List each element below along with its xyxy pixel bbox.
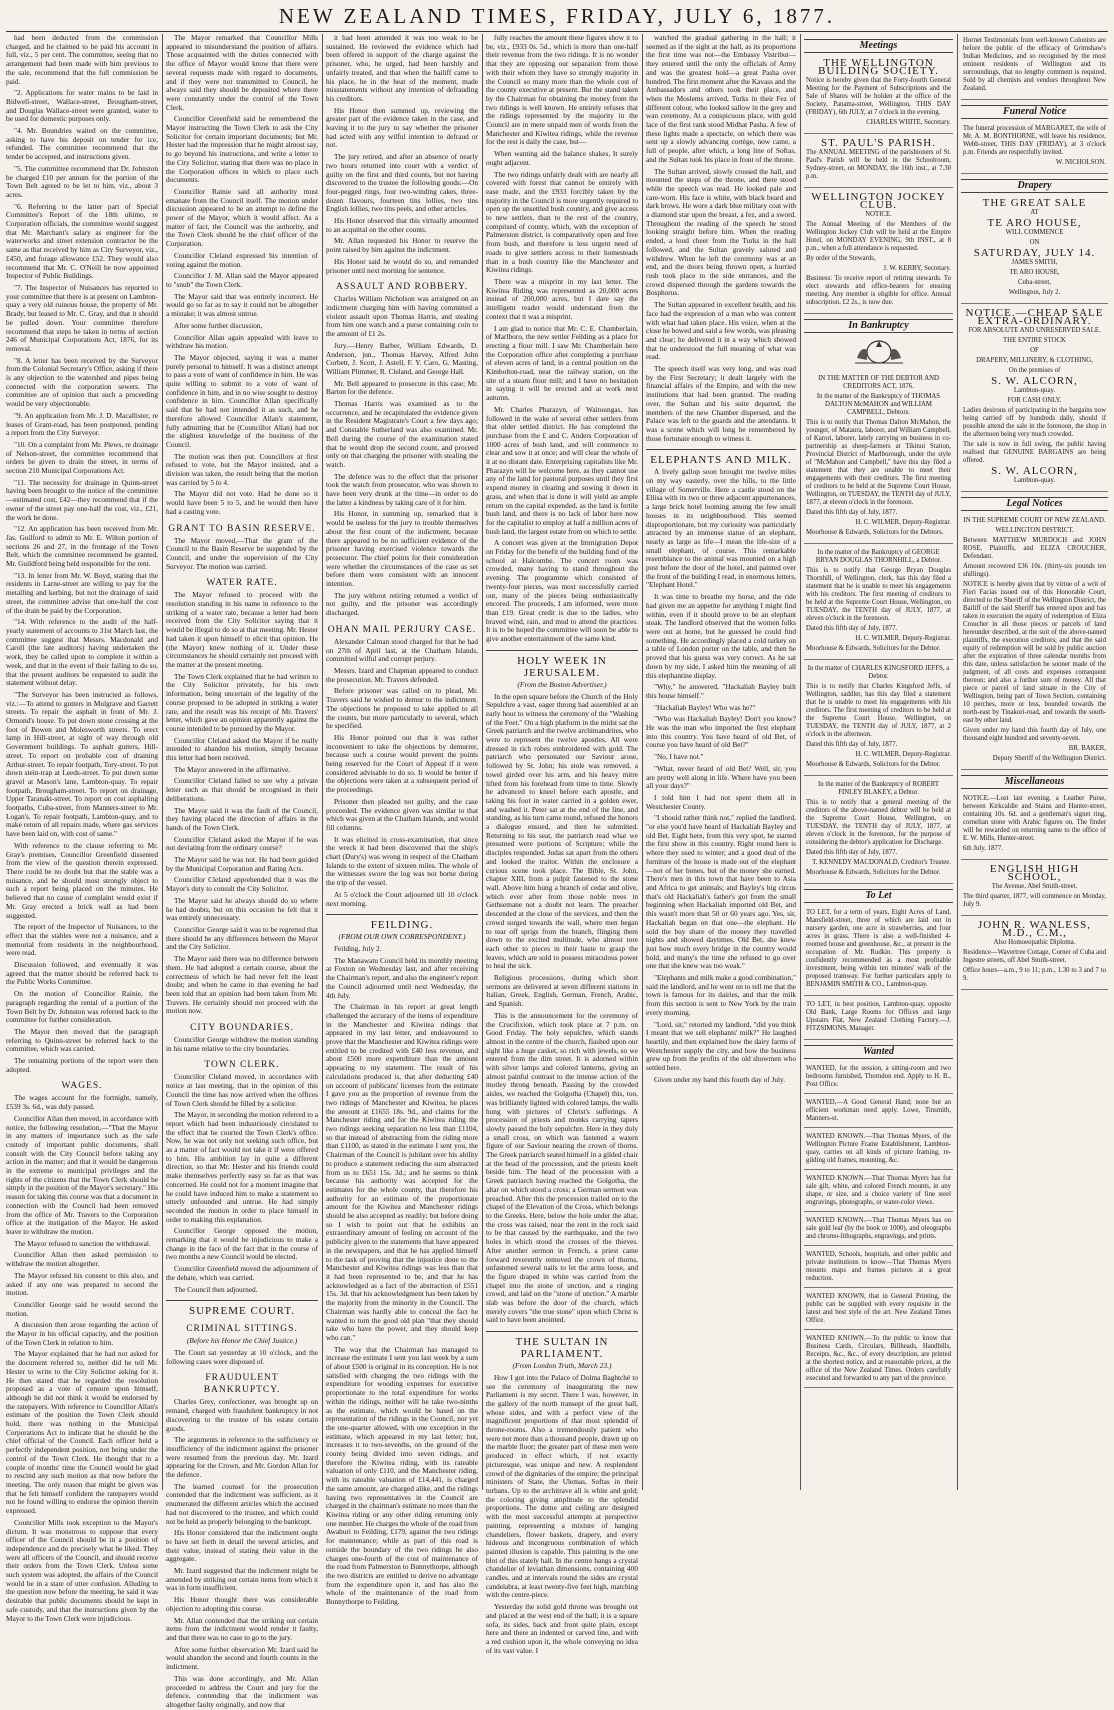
- ad-body: TO LET, in best position, Lambton-quay, opposite Old Bank, Large Rooms for Offices and large Upstairs Flat, New Zealand Clothing Factory.—J. FITZSIMONS, Manager.: [806, 1001, 951, 1032]
- sultan-sub: (From London Truth, March 23.): [512, 1361, 612, 1371]
- ad-line: TE ARO HOUSE,: [987, 217, 1082, 229]
- wanted-ad: WANTED KNOWN.—That Thomas Myers, of the Wellington Picture Frame Establishment, Lambton-quay, carries on all kinds of picture framing, re-gilding old frames, mounting, &c.: [804, 1130, 953, 1170]
- wanted-ad: WANTED, Schools, hospitals, and other public and private institutions to know—That Thomas Myers mounts maps and frames pictures at a great reduction.: [804, 1248, 953, 1288]
- paragraph: The Mayor remarked that Councillor Mills appeared to misunderstand the position of affairs. Those acquainted with the duties connected with the office of Mayor would know that there were several requests made with regard to documents, and if they were not transmitted to Council, he always said they should be deposited where there were constantly under the control of the Town Clerk.: [166, 33, 318, 112]
- paragraph: I am glad to notice that Mr. C. E. Chamberlain, of Marlboro, the new settler Feilding as a place for erecting a flour mill. I saw Mr. Chamberlain here the Corporation office after completing a purchase of eleven acres of land, in a central position on the Kimbolton-road, near the railway station, on the site of a steam flour mill; and I have no hesitation in saying it will be erected and at work next autumn.: [486, 323, 638, 403]
- ad-line: Also Homoeopathic Diploma.: [993, 939, 1076, 946]
- paragraph: Councillor Greenfield said he remembered the Mayor instructing the Town Clerk to ask the City Solicitor for certain important documents; but Mr. Hester had the impression that he might almost say, to go beyond his instructions, and write a letter to the City Solicitor, stating that there was no place in the Corporation offices in which to place such documents.: [166, 114, 318, 185]
- paragraph: Jury.—Henry Barber, William Edwards, D. Anderson, jun., Thomas Harvey, Alfred John Corbett, J. Scott, J. Astell, F. Y. Caro, G. Masting, William Plimmer, R. Cleland, and George Hall.: [326, 340, 478, 376]
- paragraph: Councillor Cleland moved, in accordance with notice at last meeting, that in the opinion of this Council the time has now arrived when the offices of Town Clerk should be filled by a solicitor.: [166, 1072, 318, 1108]
- funeral-notice: [961, 122, 1108, 174]
- ad-line: JAMES SMITH,: [1011, 259, 1058, 266]
- lost-notice: [961, 792, 1108, 860]
- paragraph: The Mayor said it was the fault of the Council, they having placed the direction of affairs in the hands of the Town Clerk.: [166, 805, 318, 832]
- feilding-sub: (FROM OUR OWN CORRESPONDENT.): [338, 932, 466, 942]
- paragraph: "8. A letter has been received by the Surveyor from the Colonial Secretary's Office, asking if there is any objection to the watershed and pipes being connected with the corporation sewers. The committee are of opinion that such a proceeding would be very objectionable.: [6, 355, 158, 409]
- paragraph: The jury without retiring returned a verdict of not guilty, and the prisoner was accordingly discharged.: [326, 590, 478, 618]
- paragraph: A discussion then arose regarding the action of the Mayor in his official capacity, and the position of the Town Clerk in relation to him.: [6, 1320, 158, 1347]
- wanted-ad: WANTED, for the session, a sitting-room and two bedrooms furnished, Thorndon end. Apply to H. B., Post Office.: [804, 1062, 953, 1094]
- paragraph: "11. The necessity for drainage in Quinn-street having been brought to the notice of the committee—estimated cost, £42—they recommend that if the owner of the street pay one-half the cost, viz., £21, the work be done.: [6, 477, 158, 522]
- paragraph: The arguments in reference to the sufficiency or insufficiency of the indictment against the prisoner were resumed from the previous day. Mr. Izard appearing for the Crown, and Mr. Gordon Allan for the defence.: [166, 1435, 318, 1480]
- ad-sub: NOTICE.: [865, 211, 892, 218]
- column-rule: [322, 34, 323, 1490]
- paragraph: Alexander Calman stood charged for that he had on 27th of April last, at the Chatham Islands, committed wilful and corrupt perjury.: [326, 636, 478, 664]
- paragraph: Councillor Allan again appealed with leave to withdraw his motion.: [166, 332, 318, 351]
- paragraph: "The Surveyor has been instructed as follows, viz.:—To attend to gutters in Mulgrave and Garrett streets. To repair the asphalt in front of Mr. J. Ormond's house. To put down stone crossing at the foot of Bowen and Molesworth streets. To erect lamp in Hill-street, at sight of way through old Government buildings. To asphalt gutters, Hill-street. To report on probable cost of draining Arthur-street. To repair footpath, Tory-street. To put down stein-trap at Leeds-street. To put down some gravel at Mason's lane, Lambton-quay. To repair footpath, Brougham-street. To report on drainage, Upper Taranaki-street. To report on cost asphalting footpaths, Cuba-street, from Manners-street to Mr. Logan's. To repair footpath, Lambton-quay, and to make return of all repairs made, where gas services have been laid on, with cost of same.": [6, 689, 158, 839]
- ad-testimonial: [961, 34, 1108, 100]
- notice-sign: H. C. WILMER, Deputy-Registrar.: [855, 635, 951, 642]
- paragraph: "6. Referring to the latter part of Special Committee's Report of the 18th ultimo, re Corporation officials, the committee would suggest that Mr. Marchant's salary as engineer for the waterworks and street extension contractor be the same as that received by him as City Surveyor, viz., £450, and forage allowance £52. They would also recommend that Mr. C. O'Neill be now appointed Inspector of Public Buildings.: [6, 201, 158, 281]
- paragraph: After some further discussion,: [174, 320, 263, 330]
- ad-to-let-1: [804, 906, 953, 996]
- heading-wages: WAGES.: [61, 1081, 103, 1092]
- paragraph: "What, never heard of old Bet? Well, sir, you are pretty well along in life. Where have you been all your days?": [646, 763, 796, 791]
- ad-line: Lambton-quay.: [1013, 387, 1056, 394]
- notice-sign: T. KENNEDY MACDONALD, Creditor's Trustee.: [812, 859, 951, 866]
- paragraph: "Who was Hackaliah Bayley! Don't you know? He was the man who imported the first elephant into this country. You have heard of old Bet, of course you have heard of old Bet?": [646, 714, 796, 750]
- paragraph: The Mayor explained that he had not asked for the document referred to, neither did he tell Mr. Hester to write to the City Solicitor asking for it. He then stated that he regarded the resolution proposed as a vote of censure upon himself, although he did not think it would be endorsed by the ratepayers. With reference to Councillor Allan's estimate of the position the Town Clerk should hold, there was nothing in the Municipal Corporations Act to indicate that he should be the chief official of the Council. Each officer held a perfectly independent position, not being under the control of the Town Clerk. He thought that in a couple of months' time the Council would be glad to rescind any such motion as that now before the meeting. The only reason that might be given was that he felt himself confident the ratepayers would not be found willing to endorse the opinion therein expressed.: [6, 1349, 158, 1516]
- ad-line: Lambton-quay.: [1013, 477, 1056, 484]
- ad-line: FOR CASH ONLY.: [1007, 397, 1062, 404]
- perjury-case-text: [326, 638, 478, 908]
- ad-body: The third quarter, 1877, will commence on Monday, July 9.: [963, 893, 1106, 908]
- paragraph: Messrs. Izard and Chapman appeared to conduct the prosecution. Mr. Travers defended.: [326, 666, 478, 684]
- paragraph: watched the gradual gathering in the hall; it seemed as if the sight at the hall, as its proportions the first time was not—the Embassy Vistribut—they entered until the only the officials of Army and was the greatest hold—a great Pasha over hundred. The first moment after the Kavass and the Ambassadors and others took their place, and when the Moslems arrived, Turks in their Fez of different colour, who looked sallow in the grey and wan ceremony. At a conspicuous place, with gold lace of the first rank stood Midhat Pasha. A few of these lights made a spectacle, on which there was sent up a slowly advancing cortège, now came, a full of people, after which, a long line of Softas, and the Sultan took his place in front of the throne.: [646, 33, 797, 164]
- ad-body: Ladies desirous of participating in the bargains now being carried off by hundreds daily, should if possible attend the sale in the forenoon, the shop in the afternoon being very much crowded.: [963, 407, 1106, 438]
- ad-line: FOR ABSOLUTE AND UNRESERVED SALE.: [968, 327, 1101, 334]
- heading-assault-robbery: ASSAULT AND ROBBERY.: [335, 282, 468, 293]
- town-clerk-text: [166, 1073, 318, 1294]
- notice-sign: Deputy Sheriff of the Wellington District.: [992, 755, 1106, 762]
- paragraph: The remaining portions of the report were then adopted.: [6, 1056, 158, 1074]
- heading-water-rate: WATER RATE.: [206, 578, 278, 589]
- court-intro: [166, 1349, 318, 1366]
- paragraph: "No, I have not.": [654, 752, 704, 762]
- paragraph: Councillor Allan then asked permission to withdraw the motion altogether.: [6, 1250, 158, 1269]
- council-report-part1: [6, 34, 158, 1074]
- ad-st-pauls: [804, 136, 953, 188]
- paragraph: This was done accordingly, and Mr. Allan proceeded to address the Court and jury for the defence, contending that the indictment was altogether faulty originally, and now that: [166, 1673, 318, 1709]
- paragraph: A lively gallop soon brought me twelve miles on my way easterly, over the hills, to the little village of Somerville. Here a castle stood on the Ellisa with its two or three adjacent appurtenances, a large brick hotel looming among the few small houses in its neighbourhood. This seemed disproportionate, but my curiosity was particularly attracted by an immense statue of an elephant, nearly as large as life—I mean the life-size of a small elephant, of course. This remarkable resemblance to the animal was mounted on a high post before the door of the hotel, and painted over the front of the building I read, in enormous letters, "Elephant Hotel.": [646, 467, 796, 590]
- notice-solicitors: Moorhouse & Edwards, Solicitors for the Debtor.: [806, 761, 941, 768]
- notice-date: Dated this fifth day of July, 1877.: [806, 741, 898, 748]
- notice-title: IN THE SUPREME COURT OF NEW ZEALAND.: [963, 517, 1106, 524]
- paragraph: When wanting aid the balance shakes, It surely ought adjacent.: [486, 149, 638, 167]
- paragraph: There was a misprint in my last letter. The Kiwitea Riding was represented as 20,000 acres instead of 200,000 acres, but I dare say the intelligent reader would understand from the context that it was a misprint.: [486, 276, 638, 321]
- paragraph: The Court sat yesterday at 10 o'clock, and the following cases were disposed of.: [166, 1348, 318, 1366]
- ad-line: TE ARO HOUSE,: [1009, 269, 1060, 276]
- masthead-title: NEW ZEALAND TIMES, FRIDAY, JULY 6, 1877.: [278, 4, 836, 28]
- notice-date: Dated this fifth day of July, 1877.: [806, 849, 898, 856]
- paragraph: The Chairman in his report at great length challenged the accuracy of the items of expenditure in the Manchester and Kiwitea ridings that appeared in my last letter, and endeavoured to prove that the Manchester and Kiwitea ridings were entitled to be credited with £40 less revenue, and about £500 more expenditure than the amount appearing to my statement. The result of his calculations produced is, that after deducting £40 on account of publicans' licenses from the estimate I gave you as the proportion of revenue from the two ridings of Manchester and Kiwitea, he places the amount at £1655 18s. 9d., and claims for the Manchester riding and for the Kiwitea riding the two ridings seeking separation no less than £1104, so that instead of abstracting from the riding more than £1100, as stated in the estimate I sent you, the Chairman of the Council is jubilant over his ability to produce a statement reducing the sum abstracted from us to £651 15s. 3d.; and he seems to think because his authority was accepted for the estimates for the whole county, that therefore his authority for an estimate of the proportionate amount for the Kiwitea and Manchester ridings should be also accepted as readily; but before doing so I wish to point out that he exhibits an extraordinary amount of feeling on account of the publicity given to the statements that have appeared in the newspapers, and that he has applied himself to the task of proving that the injustice done to the Manchester and Kiwitea ridings was less than that it had been represented to be, and that he has acknowledged as a fact of the abstraction of £551 15s. 3d. that his acknowledgment has been taken by the majority from the minority in the Council. The Chairman was hardly able to conceal the fact he wanted to turn the good old plan "that they should take who have the power, and they should keep who can.": [326, 1002, 478, 1342]
- paragraph: The way that the Chairman has managed to increase the estimate I sent you last week by a sum of about £500 is original in its conception. He is not satisfied with charging the two ridings with the expenditure for wooding expenses for executive proportionate to the total expenditure for works within the ridings, neither will he take two-ninths as the estimate, which would be based on the representation of the ridings in the Council, nor yet the one-quarter allowed, with one exception in the estimate, which appeared in my last letter; but, increases it to two-sevenths, on the ground of the county being divided into seven ridings, and therefore the Kiwitea riding, with its rateable valuation of only £110, and the Manchester riding, with its rateable valuation of £14,441, is charged the same amount, are charged alike, and the ridings having two representatives in the Council are charged in the chairman's estimate no more than the Kiwitea riding or any other riding returning only one member. He charges the whole of the road from Awahuri to Feilding, £179, against the two ridings for maintenance; while as part of this road is outside the boundary of the two ridings he also charges one-fourth of the cost of maintenance of the road from Palmerston to Bunnythorpe, although the two districts are entitled to derive no advantage from the expenditure upon it, and has also the whole of the maintenance of the road from Bunnythorpe to Feilding.: [326, 1344, 478, 1607]
- paragraph: "10. On a complaint from Mr. Plews, re drainage of Nelson-street, the committee recommend that orders be given to drain the street, in terms of section 210 Municipal Corporations Act.: [6, 439, 158, 476]
- ad-body: The ANNUAL MEETING of the parishioners of St. Paul's Parish will be held in the Schoolroom, Sydney-street, on MONDAY, the 16th inst., at 7.30 p.m.: [806, 149, 951, 180]
- paragraph: "4. Mr. Boundries waited on the committee, asking to have his deposit on tender for ice, refunded. The committee recommend that the tender be accepted, and instructions given.: [6, 126, 158, 162]
- basin-reserve-text: [166, 537, 318, 572]
- paragraph: Mr. Charles Pharazyn, of Waitoungas, has followed in the wake of several other settlers from that older settled district. He has completed the purchase from the £ and C. Anders Corporation of 1000 acres of bush land, and will commence to clear and sow it at once; and will clear the whole of it at no distant date. Enterprising capitalists like Mr. Pharazyn will be welcome here, as they cannot use any of the land for pastoral purposes until they first expend money in clearing and sowing it down in grass, and when that is done it will yield an ample return on the capital expended, as the land is fertile bush land, and there is no lack of labor here now for the capitalist to employ at half a million acres of bush land, the largest estate from on which to settle.: [486, 404, 638, 536]
- paragraph: Councillor Cleland failed to see why a private letter such as that should be recognised in their deliberations.: [166, 776, 318, 803]
- elephants-text: [646, 468, 796, 1084]
- wanted-ad: WANTED KNOWN, that in General Printing, the public can be supplied with every requisite in the latest and best style of the art. New Zealand Times Office.: [804, 1290, 953, 1330]
- ad-title: THE WELLINGTON BUILDING SOCIETY.: [818, 57, 939, 77]
- notice-title: IN THE MATTER OF THE DEBTOR AND CREDITORS ACT, 1876.: [818, 375, 939, 390]
- paragraph: The Mayor said he was not. He had been guided by the Municipal Corporation and Rating Acts.: [166, 855, 318, 873]
- ad-line: S. W. ALCORN,: [991, 465, 1078, 477]
- paragraph: Thomas Harris was examined as to the occurrence, and he recapitulated the evidence given in the Resident Magistrate's Court a few days ago; and Constable Sutherland was also examined. Mr. Bell during the course of the examination stated that he would drop the second count, and proceed only on that charging the prisoner with stealing the watch.: [326, 399, 478, 469]
- column-7: [961, 34, 1108, 1490]
- paragraph: His Honor said he would do so, and remanded prisoner until next morning for sentence.: [326, 256, 478, 275]
- ad-english-school: [961, 862, 1108, 916]
- notice-body: This is to notify that Charles Kingsford Jeffs, of Wellington, saddler, has this day filed a statement that he is unable to meet his engagements with his creditors. The first meeting of creditors to be held at the Supreme Court House, Wellington, on TUESDAY, the TENTH day of JULY, 1877, at 2 o'clock in the afternoon.: [806, 683, 951, 738]
- section-to-let: To Let: [804, 889, 953, 903]
- ad-body: Business: To receive report of retiring stewards. To elect stewards and office-bearers for ensuing meeting. Any member is eligible for office. Annual subscription, £2 2s., is now due.: [806, 275, 951, 306]
- paragraph: The defence was to the effect that the prisoner took the watch from prosecutor, who was shown to have been very drunk at the time—in order to do the latter a kindness by taking care of it for him.: [326, 471, 478, 507]
- ad-title: JOHN R. WANLESS, M.D., C.M.,: [978, 919, 1091, 939]
- paragraph: The Mayor moved,—That the grant of the Council to the Basin Reserve be suspended by the Council, and under the supervision of the City Surveyor. The motion was carried.: [166, 535, 318, 571]
- paragraph: Mr. Allan contended that the striking out certain items from the indictment would render it faulty, and that there was no case to go to the jury.: [166, 1615, 318, 1642]
- paragraph: Councillor George opposed the motion, remarking that it would be injudicious to make a change in the face of the fact that in the course of two months a new Council would be elected.: [166, 1226, 318, 1262]
- ad-body: The Annual Meeting of the Members of the Wellington Jockey Club will be held at the Empire Hotel, on MONDAY EVENING, 9th INST., at 8 p.m., when a full attendance is requested.: [806, 221, 951, 252]
- notice-body: This is to notify that a general meeting of the creditors of the above-named debtor will be held at the Supreme Court House, Wellington, on TUESDAY, the TENTH day of JULY, 1877, at eleven o'clock in the forenoon, for the purpose of considering the debtor's application for Discharge.: [806, 799, 951, 846]
- paragraph: I told him I had not spent them all in Westchester County.: [646, 792, 796, 811]
- notice-solicitors: Moorhouse & Edwards, Solicitors for the Debtors.: [806, 529, 944, 536]
- paragraph: The Mayor refused his consent to this also, and asked if any one was prepared to second the motion.: [6, 1270, 158, 1298]
- paragraph: The wages account for the fortnight, namely, £539 3s. 6d., was duly passed.: [6, 1093, 158, 1112]
- heading-holy-week: HOLY WEEK IN JERUSALEM.: [486, 650, 638, 679]
- heading-basin-reserve: GRANT TO BASIN RESERVE.: [168, 523, 316, 534]
- paragraph: A concert was given at the Immigration Depot on Friday for the benefit of the building fund of the school at Halcombe. The concert room was crowded, many having to stand throughout the evening. The programme which consisted of twenty-four pieces, was most successfully carried out, many of the pieces being enthusiastically encored. The proceeds, I am informed, were more than £19. Great credit is due to the ladies, who braved wind, rain, and mud to attend the practices. It is to be hoped the committee will soon be able to give another entertainment of the same kind.: [486, 538, 638, 644]
- sultan-text: [486, 1374, 638, 1656]
- ad-sign: CHARLES WHITE, Secretary.: [866, 119, 951, 126]
- notice-solicitors: Moorhouse & Edwards, Solicitors for the Debtor.: [806, 645, 941, 652]
- feilding-text: [326, 945, 478, 1607]
- ad-title: WELLINGTON JOCKEY CLUB.: [811, 191, 946, 211]
- ad-line: WILL COMMENCE: [1005, 229, 1064, 236]
- notice-body: This is to notify that Thomas Dalton McMahon, the younger, of Mataura, laborer, and William Campbell, of Karori, laborer, lately carrying on business in co-partnership as sheep-farmers at Tikinui Station, Provincial District of Marlborough, under the style of "McMahon and Campbell," have this day filed a statement that they are unable to meet their engagements with their creditors. The first meeting of creditors to be held at the Supreme Court House, Wellington, on TUESDAY, the TENTH day of JULY, 1877, at eleven o'clock in the forenoon.: [806, 419, 951, 506]
- ad-line: OF: [1030, 347, 1039, 354]
- paragraph: This is the announcement for the ceremony of the Crucifixion, which took place at 7 p.m. on Good Friday. The holy sepulchre, which stands almost in the centre of the church, flashed upon our sight like a huge casket, so rich with jewels, so we entered from the dim street. It is adorned within with silver lamps and colored lanterns, giving an almost painful contrast to the intense action of the motley throng beneath. Passing by the crowded aisles, we reached the Golgotha (Chapel) this, too, was brilliantly lighted with colored lamps, the walls hung with pictures of Christ's sufferings. A procession of priests and monks carrying tapers slowly passed the holy sepulchre. Here in they duly a small cross, on which was fastened a waxen figure of our Saviour nearing the crown of thorns. The Greek patriarch seated himself in a gilded chair at the head of the procession, and the priests knelt beside him. The head of the procession with a Greek patriarch having reached the Golgotha, the altar on which stood a cross; a German sermon was preached. After this the procession trailed on to the chapel of the Elevation of the Cross, which belongs to the Greeks. Here, below the hole under the altar, the cross was raised, near the rent in the rock said to be that caused by the earthquake, and the two holes in which stood the crosses of the thieves. After another sermon in French, a priest came forward reverently removed the crown of thorns, unfastened several nails to let the arms loose, and the figure draped in white was carried from the chapel into the stone of unction, and a ringing crowd, and laid on the "stone of unction." A marble slab was before the door of the church, which merely covers "the true stone" upon which Christ is said to have been anointed.: [486, 1010, 638, 1325]
- ad-line: ON: [1029, 239, 1040, 246]
- heading-criminal-sittings: CRIMINAL SITTINGS.: [186, 1324, 298, 1335]
- paragraph: Councillor Cleland asked the Mayor if he really intended to abandon his motion, simply because this letter had been received.: [166, 735, 318, 763]
- paragraph: Councillor Cleland apprehended that it was the Mayor's duty to consult the City Solicitor.: [166, 875, 318, 894]
- royal-crest-icon: [804, 336, 953, 369]
- notice-body: In the matter of the Bankruptcy of ROBERT FINLEY BLAKEY, a Debtor.: [818, 781, 939, 796]
- paragraph: The Mayor, in seconding the motion referred to a report which had been industriously circulated to the effect that he courted the Town Clerk's office. Now, he was not only not seeking such office, but as a matter of fact would not take it if were offered to him. His ambition lay in quite a different direction, so that Mr. Hester and his friends could make themselves perfectly easy so far as that was concerned. He could not for a moment imagine that he could have induced him to make a statement so utterly unfounded and untrue. He had simply seconded the motion in order to place himself in order to making this explanation.: [166, 1110, 318, 1224]
- paragraph: After some further observation Mr. Izard said he would abandon the second and fourth counts in the indictment.: [166, 1644, 318, 1672]
- ad-body: The sale is now in full swing, the public having realised that GENUINE BARGAINS are being offered.: [963, 441, 1106, 464]
- legal-notice: [961, 514, 1108, 770]
- holy-week-sub: (From the Boston Advertiser.): [517, 679, 607, 689]
- paragraph: The Town Clerk explained that he had written to the City Solicitor privately, for his own information, being uncertain of the legality of the course proposed to be adopted in striking a water rate, and the result was his receipt of Mr. Travers' letter, which gave an opinion apparently against the course intended to be pursued by the Mayor.: [166, 671, 318, 733]
- ad-sign: J. W. KERBY, Secretary.: [883, 265, 951, 272]
- ad-body: Office hours—a.m., 9 to 11; p.m., 1.30 to 3 and 7 to 9.: [963, 967, 1106, 982]
- ad-jockey-club: [804, 190, 953, 314]
- paragraph: Charles William Nicholson was arraigned on an indictment charging him with having committed a violent assault upon Thomas Harris, and stealing from him one watch and a purse containing coin to the amount of £1 2s.: [326, 294, 478, 339]
- notice-body: NOTICE.—Lost last evening, a Leather Purse, between Kirkcaldie and Stains and Hunter-street, containing 10s. 6d. and a gentleman's signet ring, cornelian stone with Arabic figures on. The finder will be rewarded on returning same to the office of E. W. Mills, Hunter-street.: [963, 795, 1106, 842]
- section-misc: Miscellaneous: [961, 775, 1108, 789]
- paragraph: On the motion of Councillor Rainie, the paragraph regarding the rental of a portion of the Town Belt by Dr. Johnston was referred back to the committee for further consideration.: [6, 989, 158, 1025]
- paragraph: "Why," he answered, "Hackaliah Bayley built this house himself.": [646, 682, 796, 700]
- paragraph: Councillor George said he would second the motion.: [6, 1299, 158, 1318]
- paragraph: The Mayor said he always should do so where he had doubts, but on this occasion he felt that it was entirely unnecessary.: [166, 895, 318, 923]
- column-6: [804, 34, 953, 1490]
- ad-line: The Avenue, Abel Smith-street.: [991, 883, 1078, 890]
- holy-week-text: [486, 693, 638, 1326]
- notice-body: In the matter of the Bankruptcy of GEORGE BRYAN DOUGLAS THORNHILL, a Debtor.: [815, 549, 942, 564]
- notice-sign: H. C. WILMER, Deputy-Registrar.: [855, 519, 951, 526]
- bankruptcy-notice-3: [804, 662, 953, 776]
- paragraph: Councillor J. M. Allan said the Mayor appeared to "snub" the Town Clerk.: [166, 271, 318, 289]
- bankruptcy-notice-4: [804, 778, 953, 884]
- column-rule: [162, 34, 163, 1490]
- paragraph: Mr. Izard suggested that the indictment might be amended by striking out certain items from which it was in form insufficient.: [166, 1566, 318, 1593]
- paragraph: Councillor Allan then moved, in accordance with notice, the following resolution,—"That the Mayor in any matters of importance such as the safe custody of important public documents, shall consult with the City Council before taking any action in the matter; and that it would be dangerous in the extreme to municipal privileges and the rights of the citizens that the Town Clerk should be simply in the position of the Mayor's secretary." His reason for taking this course was that a document in connection with the Council had been removed from the office of Mr. Travers to the Corporation office at the instigation of the Mayor. He asked leave to withdraw the motion.: [6, 1113, 158, 1236]
- wanted-ad: WANTED KNOWN.—To the public to know that Business Cards, Circulars, Billheads, Handbills, Receipts, &c., &c., of every description, are printed at the shortest notice, and at reasonable prices, at the office of the New Zealand Times. Orders carefully executed and forwarded to any part of the province.: [804, 1332, 953, 1388]
- paragraph: "2. Applications for water mains to be laid in Bidwell-street, Wallace-street, Brougham-street, and Douglas Wallace-street were granted, water to be used for domestic purposes only.: [6, 88, 158, 124]
- paragraph: "Lord, sir," retorted my landlord, "did you think I meant that we sell elephants' milk?" He laughed heartily, and then explained how the dairy farms of Westchester supply the city, and how the business grew up from the profits of the old showmen who settled here.: [646, 1019, 796, 1073]
- paragraph: His Honor observed that this virtually amounted to an acquittal on the other counts.: [326, 216, 478, 234]
- sultan-continued: [646, 34, 796, 443]
- paragraph: it had been amended it was too weak to be sustained. He reviewed the evidence which had been offered in support of the charge against the prisoner, who, he urged, had been harshly and unfairly treated, and that when the bailiff came to his place, he in the heat of the moment, made misstatements without any intention of defrauding his creditors.: [326, 33, 478, 103]
- column-2: [166, 33, 318, 1709]
- heading-perjury-case: OHAN MAIL PERJURY CASE.: [327, 624, 477, 635]
- bankruptcy-case-text: [166, 1398, 318, 1709]
- notice-date: Dated this fifth day of July, 1877.: [806, 509, 898, 516]
- paragraph: "12. An application has been received from Mr. Jas. Guilford to admit to Mr. E. Wilton portion of sections 26 and 27, in the frontage of the Town Belt, which the committee recommend be granted, Mr. Guildford being held responsible for the rent.: [6, 524, 158, 569]
- notice-body: The funeral procession of MARGARET, the wife of Mr. A. M. BONTHORNE, will leave his residence, Webb-street, THIS DAY (FRIDAY), at 3 o'clock p.m. Friends are respectfully invited.: [963, 125, 1106, 156]
- notice-title: WELLINGTON DISTRICT.: [995, 527, 1074, 534]
- section-meetings: Meetings: [804, 39, 953, 53]
- paragraph: "Hackaliah Bayley! Who was he?": [654, 702, 756, 712]
- paragraph: "13. In letter from Mr. W. Boyd, stating that the residents in Larne-street are willing to pay for the metalling and kerbing, but not the drainage of said street, the committee advise that one-half the cost of the drain be paid by the Corporation.: [6, 570, 158, 615]
- paragraph: The Mayor said that was entirely incorrect. He would go so far as to say it could not be altogether a mistake; it was almost untrue.: [166, 291, 318, 319]
- paragraph: With reference to the clause referring to Mr. Gray's premises, Councillor Greenfield dissented from the view of the question therein expressed. There could be no doubt but that the stable was a nuisance, and he should most strongly object to such a report being placed on the minutes. He believed that no cause of complaint would exist if Mr. Gray erected a brick wall as had been suggested.: [6, 840, 158, 920]
- paragraph: Discussion followed, and eventually it was agreed that the matter should be referred back to the Public Works Committee.: [6, 960, 158, 987]
- column-rule: [642, 34, 643, 1490]
- section-bankruptcy: In Bankruptcy: [804, 319, 953, 333]
- ad-body: Hornet Testimonials from well-known Colonists are before the public of the efficacy of Grimshaw's Indian Medicines, and so recognised by the most eminent residents of Wellington and its surroundings, that no lengthy comment is required. Sold by all chemists and vendors throughout New Zealand.: [963, 37, 1106, 92]
- city-boundaries-text: [166, 1036, 318, 1053]
- paragraph: "5. The committee recommend that Dr. Johnston be charged £10 per annum for the portion of the Town Belt agreed to be let to him, viz., about 3 acres.: [6, 163, 158, 199]
- paragraph: Feilding, July 2.: [334, 943, 382, 953]
- paragraph: Before prisoner was called on to plead, Mr. Travers said he wished to demur to the indictment. The objections he proposed to take applied to all the counts, but more particularly to several, which he specified.: [326, 686, 478, 731]
- heading-town-clerk: TOWN CLERK.: [204, 1060, 280, 1071]
- paragraph: "7. The Inspector of Nuisances has reported to your committee that there is at present on Lambton-quay a very old ruinous house, the property of Mr. Brady, but leased to Mr. C. Gray, and that it should be pulled down. Your committee therefore recommend that steps be taken in terms of section 246 of Municipal Corporations Act, 1876, for its removal.: [6, 282, 158, 353]
- notice-sign: H. C. WILMER, Deputy-Registrar.: [855, 751, 951, 758]
- council-report-part2: [6, 1094, 158, 1623]
- column-rule: [957, 34, 958, 1490]
- paragraph: The Mayor objected, saying it was a matter purely personal to himself. It was a distinct attempt to pass a vote of want of confidence in him. He was quite willing to submit to a vote of want of confidence in him, and in no wise sought to destroy confidence in him. Councillor Allan specifically said that he had not intended it as such, and he therefore allowed Councillor Allan's statement, fully admitting that he (Councillor Allan) had not the slightest knowledge of the business of the Council.: [166, 352, 318, 449]
- paragraph: The jury retired, and after an absence of nearly two hours returned into court with a verdict of guilty on the first and third counts, but not having discovered to the trustee the following goods:—On four-pegged rings, four two-winding cakes, three-dozen flavours, fourteen tins lollies, two tins English lollies, two tins peels, and other articles.: [326, 152, 478, 214]
- wanted-list: [804, 1062, 953, 1388]
- paragraph: Councillor George withdrew the motion standing in his name relative to the city boundaries.: [166, 1035, 318, 1053]
- paragraph: At 5 o'clock the Court adjourned till 10 o'clock next morning.: [326, 889, 478, 908]
- paragraph: The learned counsel for the prosecution contended that the indictment was sufficient, as it enumerated the different articles which the accused had not discovered to the trustee, and which could not be held as properly belonging to the bankrupt.: [166, 1481, 318, 1526]
- ad-line: On the premises of: [1008, 367, 1061, 374]
- ad-body: Notice is hereby given that the Forty-fourth General Meeting for the Payment of Subscriptions and the Sale of Shares will be holden at the office of the Society, Panama-street, Wellington, THIS DAY (FRIDAY), 6th JULY, at 7 o'clock in the evening.: [806, 77, 951, 116]
- column-5: [646, 34, 796, 1490]
- paragraph: How I got into the Palace of Dolma Baghtché to see the ceremony of inaugurating the new Parliament is my secret. There I was, however, in the gallery of the north transept of the great hall, whose sides, and with a perfect view of the magnificent proportions of that most splendid of throne-rooms. Also a tremendously patient who were not more than a thousand people, drawn up on the marble floor; the greater part of these men were produced in effect which, if not exactly picturesque, was unique and new. A resplendent crowd of the dignitaries of the empire; the principal ministers of State, the Ulemas, Softas in their turbans. Up to the architrave all is white and gold; the coloring giving amplitude to the splendid proportions. The dome and ceiling are designed with the most successful attempts at perspective painting, representing a mixture of hanging chandeliers, flower baskets, drapery, and every hideous and incongruous combination of which painted illusion is capable. This painting is the one blot of this stately hall. In the centre hangs a crystal chandelier of leviathan dimensions, containing 400 candles, and at intervals round the sides are crystal candelabra, at least twenty-five feet high, matching with the centre-piece.: [486, 1372, 638, 1600]
- ad-title: ST. PAUL'S PARISH.: [821, 137, 936, 149]
- notice-body: This is to notify that George Bryan Douglas Thornhill, of Wellington, clerk, has this day filed a statement that he is unable to meet his engagements with his creditors. The first meeting of creditors to be held at the Supreme Court House, Wellington, on TUESDAY, the TENTH day of JULY, 1877, at eleven o'clock in the forenoon.: [806, 567, 951, 622]
- notice-sign: BR. BAKER,: [1068, 745, 1106, 752]
- feilding-continued: [486, 34, 638, 644]
- paragraph: In the open square before the Church of the Holy Sepulchre a vast, eager throng had assembled at an early hour to witness the ceremony of the "Washing of the Feet." On a high platform in the midst sat the Greek patriarch and the twelve archimandrites, who were to represent the twelve apostles. All were dressed in rich robes embroidered with gold. The patriarch who personated our Saviour arose, followed by St. John; his stole was removed, a towel girded over his arm, and his heavy mitre lifted from his forehead from time to time. Slowly he advanced to kneel before each apostle, and taking his foot in water carried in a golden ewer, and washed it. Peter sat at the end of the line, and standing, as his turn came round, refused the honors a dialogue ensued, and then he submitted. Returning to his seat, the patriarch read what we presumed were portions of Scripture; while the disciples responded. Judas sat apart from the others and looked the traitor. Within the enclosure a curious scene took place. The Bible, St. John, chapter XIII, from a pulpit fastened to the stone wall. Above him hung a branch of cedar and olive, which ever after from those noble trees in Gethsemane not a doubt not learn. The preacher descended at the close of the services, and then the crowd surged towards the wall, where men began to tear off sprigs from the branch, flinging them down to the excited multitude, who almost tore each other to pieces in their haste to grasp the leaves, which are sold to possess miraculous power to heal the sick.: [486, 691, 638, 971]
- ad-body: By order of the Stewards,: [806, 255, 876, 262]
- paragraph: Yesterday the solid gold throne was brought out and placed at the west end of the hall; it is a square sofa, its sides, back and front quite plain, except here and there an indented or carved line, and with a red cushion upon it, the whole conveying no idea of its vast value. I: [486, 1602, 638, 1655]
- paragraph: His Honor pointed out that it was rather inconvenient to take the objections by demurrer, because such a course would prevent the points being reserved for the Court of Appeal if it were considered advisable to do so. It would be better if the objections were taken at a subsequent period of the proceedings.: [326, 732, 478, 795]
- paragraph: "I should rather think not," replied the landlord, "or else you'd have heard of Hackaliah Bayley and old Bet. Eight here, from this very spot, he started the first show in this country. Right round here is where they used to winter; and a good deal of the furniture of the house is made out of the elephant—not of her bones, but of the money she earned. There's men in this town that have been to Asia and Africa to get animals; and Bayley's big circus that's old Hackaliah's father's got from the small beginning when Hackaliah imported old Bet, and this wasn't more than 50 or 60 years ago. Yes, sir, Hackaliah began on that one—the elephant. He sold the buy share of the money they travelled nights and showed daytimes. Old Bet, she knew just how much every bridge in the country would hold, and many's the time she refused to go over one that she knew was too weak.": [646, 813, 796, 971]
- paragraph: "Elephants and milk make a good combination," said the landlord, and he went on to tell me that the town is famous for its dairies, and that the milk from this section is sent to New York by the train every morning.: [646, 973, 796, 1017]
- section-wanted: Wanted: [804, 1045, 953, 1059]
- paragraph: His Honor then summed up, reviewing the greater part of the evidence taken in the case, and leaving it to the jury to say whether the prisoner had acted with any wilful intention to defraud or not.: [326, 105, 478, 150]
- notice-sign: W. NICHOLSON.: [1055, 159, 1106, 166]
- ad-title: ENGLISH HIGH SCHOOL,: [989, 863, 1080, 883]
- section-funeral: Funeral Notice: [961, 105, 1108, 119]
- paragraph: The motion was then put. Councillors at first refused to vote, but the Mayor insisted, and a division was taken, the result being that the motion was carried by 5 to 4.: [166, 451, 318, 487]
- assault-robbery-text: [326, 295, 478, 618]
- paragraph: The two ridings unfairly dealt with are nearly all covered with forest that cannot be entirely with ease made, and the £933 forcibly taken by the majority in the Council is more urgently required to open up the unsettled bush country, and give access to new settlers, than to the rest of the country, comprised of county, which, with the exception of Palmerston district, is comparatively open and free from bush, and therefore is less urgent need of roads to give settlers access to their homesteads than in a bush country like the Manchester and Kiwitea ridings.: [486, 169, 638, 275]
- ad-line: THE ENTIRE STOCK: [1003, 337, 1066, 344]
- ad-building-society: [804, 56, 953, 134]
- ad-title: NOTICE.—CHEAP SALE EXTRA-ORDINARY.: [965, 307, 1104, 327]
- column-4: [486, 33, 638, 1655]
- paragraph: Councillor Rainie said all authority must emanate from the Council itself. The motion under discussion appeared to be an attempt to define the power of the Mayor, which it would affect. As a matter of fact, the Council was the authority, and the Town Clerk should be the chief officer of the Corporation.: [166, 186, 318, 249]
- paragraph: Charles Grey, confectioner, was brought up on remand, charged with fraudulent bankruptcy in not discovering to the trustee of his estate certain goods.: [166, 1397, 318, 1433]
- section-drapery: Drapery: [961, 179, 1108, 193]
- council-debate: [166, 34, 318, 517]
- paragraph: His Honor, in summing up, remarked that it would be useless for the jury to trouble themselves about the first count of the indictment, because there appeared to be no sufficient evidence of the prisoner having exercised violence towards the prosecutor. The chief points for their consideration were whether the circumstances of the case as set before them were consistent with an innocent intention.: [326, 509, 478, 589]
- notice-body: Between MATTHEW MURDOCH and JOHN ROSE, Plaintiffs, and ELIZA CROUCHER, Defendant.: [963, 537, 1106, 560]
- heading-city-boundaries: CITY BOUNDARIES.: [190, 1023, 294, 1034]
- ad-line: SATURDAY, JULY 14.: [973, 247, 1096, 259]
- ad-line: Cuba-street,: [1017, 279, 1052, 286]
- paragraph: fully reaches the amount these figures show it to be, viz., £933 0s. 5d., which is more than one-half their revenue from the two ridings. It is no wonder that they are opposing our separation from those with their whom they have so strongly majority in the Council so many more than the whole cost of the county executive at present. But the stand taken by the Chairman for obtaining the money from the two ridings is well known. He entirely refuses that the ridings represented by the majority in the Council are in mere unpaid men of words from the Manchester and Kiwitea ridings, while the revenue for the rest is daily the case, but—: [486, 33, 638, 147]
- paragraph: "14. With reference to the audit of the half-yearly statement of accounts to 31st March last, the committee suggest that Messrs. Macdonald and Caroll (the late auditors) having undertaken the work, they be called upon to complete it within a week, and that in the event of their failing to do so, that the present auditors be requested to audit the statement without delay.: [6, 617, 158, 688]
- column-rule: [482, 34, 483, 1490]
- ad-title: THE GREAT SALE: [982, 197, 1087, 209]
- notice-date: Given under my hand this fourth day of July, one thousand eight hundred and seventy-seven.: [963, 727, 1106, 742]
- paragraph: Religious processions, during which short sermons are delivered at seven different stations in Italian, Greek, English, German, French, Arabic, and Spanish.: [486, 973, 638, 1009]
- ad-doctor: [961, 918, 1108, 990]
- ad-great-sale: [961, 196, 1108, 304]
- paragraph: The Council then adjourned.: [174, 1284, 258, 1294]
- notice-body: NOTICE is hereby given that by virtue of a writ of Fieri Facias issued out of this Honorable Court, directed to the Sheriff of the Wellington District, the Bailiff of the said Sheriff has entered upon and has taken in execution the equity of redemption of Eliza Croucher in all those pieces or parcels of land hereunder described, at the suit of the above-named plaintiffs, the execution creditors; and that the said equity of redemption will be sold by public auction after the expiration of three calendar months from this date, unless satisfaction be sooner made of the judgment, of all costs and expenses consequent thereon; and also a further sum of money. All that piece or parcel of land situate in the City of Wellington, being part of Town Section, containing 10 perches, more or less, bounded towards the north-east by Tinakori-road, and towards the south-east by other land.: [963, 581, 1106, 724]
- wanted-ad: WANTED KNOWN.—That Thomas Myers has on sale gold leaf (by the book or 1000), and oleographs and chromo-lithographs, engravings, and prints.: [804, 1214, 953, 1246]
- paragraph: Councillor Mills took exception to the Mayor's dictum. It was monstrous to suppose that every officer of the Council should be in a position of independence and do precisely what he liked. They were all officers of the Council, and should receive their orders from the Town Clerk. Unless some such system was adopted, the affairs of the Council would be in a state of utter confusion. Alluding to the question now before the meeting, he said it was desirable that public documents should be kept in safe custody, and that the instructions given by the Mayor to the Town Clerk were injudicious.: [6, 1517, 158, 1623]
- paragraph: The Sultan arrived, slowly crossed the hall, and mounted the steps of the throne, and there stood while the speech was read. He looked pale and care-worn. His face is white, with black beard and dark brows. He wore a dark blue military coat with a diamond star upon the breast, a fez, and a sword. Throughout the reading of the speech he stood looking straight before him. When the reading ended, a loud cheer from the Turks in the hall followed, and the Sultan gravely saluted and withdrew. When he left the ceremony was at an end, and the doors being thrown open, a hurried rush took place to the side entrances, and the crowd dispersed through the gardens towards the Bosphorus.: [646, 166, 796, 298]
- paragraph: The Mayor then moved that the paragraph referring to Quinn-street be referred back to the committee, which was carried.: [6, 1026, 158, 1054]
- paragraph: Mr. Bell appeared to prosecute in this case; Mr. Barton for the defence.: [326, 378, 478, 397]
- wanted-ad: WANTED KNOWN.—That Thomas Myers has for sale gilt, white, and colored French mounts, in any shape, or size, and a choice variety of fine steel engravings, photographs, or water-color views.: [804, 1172, 953, 1212]
- notice-body: In the matter of the Bankruptcy of THOMAS DALTON McMAHON and WILLIAM CAMPBELL, Debtors.: [816, 393, 941, 416]
- heading-bankruptcy-case: FRAUDULENT BANKRUPTCY.: [203, 1373, 281, 1396]
- ad-line: S. W. ALCORN,: [991, 375, 1078, 387]
- heading-supreme-court: SUPREME COURT.: [166, 1300, 318, 1317]
- wanted-ad: WANTED,—A Good General Hand; none but an efficient workman need apply. Lowe, Tinsmith, Manners-st.: [804, 1096, 953, 1128]
- ad-to-let-2: [804, 998, 953, 1040]
- paragraph: Mr. Allan requested his Honor to reserve the point raised by him against the indictment.: [326, 236, 478, 255]
- ad-body: Residence—Wavertree Cottage, Corner of Cuba and Ingestre streets, off Abel Smith-street.: [963, 949, 1106, 964]
- paragraph: The report of the Inspector of Nuisances, to the effect that the stables were not a nuisance, and a memorial from residents in the neighbourhood, were read.: [6, 922, 158, 958]
- paragraph: The speech itself was very long, and was read by the First Secretary; it dealt largely with the financial affairs of the Empire, and with the new institutions that had been granted. The reading over, the Sultan and his suite departed, the members of the new Chamber dispersed, and the Palace was left to the guards and the attendants. It was a scene which will long be remembered by those fortunate enough to witness it.: [646, 364, 796, 443]
- paragraph: The Mayor refused to proceed with the resolution standing in his name in reference to the striking of a water rate, because a letter had been received from the City Solicitor saying that it would be illegal to do so at that meeting. Mr. Hester had taken it upon himself to elicit that opinion. He (the Mayor) knew nothing of it. Under these circumstances he should certainly not proceed with the matter at the present meeting.: [166, 590, 318, 669]
- section-legal: Legal Notices: [961, 497, 1108, 511]
- paragraph: Councillor George said it was to be regretted that there should be any differences between the Mayor and the City Solicitor.: [166, 924, 318, 952]
- paragraph: The Mayor did not vote. Had he done so it would have been 5 to 5, and he would then have had a casting vote.: [166, 489, 318, 516]
- heading-sultan: THE SULTAN IN PARLIAMENT.: [486, 1331, 638, 1360]
- bankruptcy-notice-2: [804, 546, 953, 660]
- masthead-rule: [6, 31, 1108, 32]
- paragraph: The Manawatu Council held its monthly meeting at Foxton on Wednesday last, and after receiving the Chairman's report, and also the engineer's report the Council adjourned until next Wednesday, the 4th July.: [326, 955, 478, 1000]
- paragraph: Prisoner then pleaded not guilty, and the case proceeded. The evidence given was similar to that which was given at the Chatham Islands, and would fill columns.: [326, 796, 478, 832]
- notice-date: 6th July, 1877.: [963, 845, 1003, 852]
- notice-body: In the matter of CHARLES KINGSFORD JEFFS, a Debtor.: [807, 665, 950, 680]
- notice-date: Dated this fifth day of July, 1877.: [806, 625, 898, 632]
- paragraph: The Mayor answered in the affirmative.: [174, 764, 291, 774]
- paragraph: "9. An application from Mr. J. D. Macallister, re leases of Grant-road, has been postponed, pending a report from the City Surveyor.: [6, 410, 158, 438]
- ad-line: AT: [1030, 209, 1039, 216]
- column-3: [326, 33, 478, 1607]
- column-rule: [800, 34, 801, 1490]
- notice-solicitors: Moorhouse & Edwards, Solicitors for the Debtor.: [806, 869, 941, 876]
- court-continued: [326, 34, 478, 275]
- paragraph: had been deducted from the commission charged, and he claimed to be paid his account in full, viz., 5 per cent. The committee, seeing that no arrangement had been made with him previous to the sale, recommend that the full commission be paid.: [6, 33, 158, 86]
- paragraph: The Mayor said there was no difference between them. He had adopted a certain course, about the correctness of which he had never felt the least doubt; and when he came in that evening he had been told that an opinion had been taken from Mr. Travers. He certainly should not proceed with the motion now.: [166, 954, 318, 1016]
- paragraph: Councillor Greenfield moved the adjournment of the debate, which was carried.: [166, 1264, 318, 1282]
- ad-line: Wellington, July 2.: [1008, 289, 1061, 296]
- ad-cheap-sale: [961, 306, 1108, 492]
- column-1: [6, 33, 158, 1623]
- bankruptcy-notice-1: [804, 372, 953, 544]
- heading-elephants: ELEPHANTS AND MILK.: [646, 449, 796, 466]
- ad-body: TO LET, for a term of years, Eight Acres of Land, Mansfield-street, three of which are laid out in nursery garden, one acre in strawberries, and four acres in grass. There is also a well-finished 4-roomed house and greenhouse, &c., at present in the occupation of Mr. Rudkin. This property is confidently recommended as a most profitable investment, being within ten minutes' walk of the proposed tramway. For further particulars apply to BENJAMIN SMITH & CO., Lambton-quay.: [806, 909, 951, 988]
- paragraph: The Mayor refused to sanction the withdrawal.: [14, 1238, 151, 1248]
- notice-body: Amount recovered £36 10s. (thirty-six pounds ten shillings).: [963, 563, 1106, 578]
- paragraph: It was time to breathe my horse, and the ride had given me an appetite for anything I might find within, even if it should prove to be an elephant steak. The landlord observed that the women folks were out at home, but he guessed he could find something. He accordingly placed a cold turkey on a table of London porter on the table, and then he proved that his guess was very correct. As he sat down by my side, I asked him the meaning of all this elephantine display.: [646, 592, 796, 680]
- paragraph: The Sultan appeared in excellent health, and his face had the expression of a man who was content with what had taken place. His voice, when at the close he bowed and said a few words, was pleasing and clear; he delivered it in a way which showed that he understood the full meaning of what was read.: [646, 300, 796, 362]
- paragraph: His Honor thought there was considerable objection to adopting this course.: [166, 1595, 318, 1613]
- heading-feilding: FEILDING.: [326, 914, 478, 931]
- paragraph: His Honor considered that the indictment ought to have set forth in detail the several articles, and their value, instead of stating their value in the aggregate.: [166, 1528, 318, 1564]
- criminal-sittings-sub: (Before his Honor the Chief Justice.): [186, 1336, 298, 1346]
- paragraph: Councillor Cleland asked the Mayor if he was not deviating from the ordinary course?: [166, 834, 318, 853]
- paragraph: Councillor Cleland expressed his intention of voting against the motion.: [166, 250, 318, 269]
- paragraph: Given under my hand this fourth day of July.: [654, 1074, 786, 1084]
- ad-line: DRAPERY, MILLINERY, & CLOTHING,: [976, 357, 1093, 364]
- water-rate-text: [166, 591, 318, 1016]
- paragraph: It was elicited in cross-examination, that since the wreck it had been discovered that the ship's chart (Dury's) was wrong in respect of the Chatham Islands to the extent of sixteen miles. The whole of the witnesses swore the log was not borne during the trip of the vessel.: [326, 834, 478, 888]
